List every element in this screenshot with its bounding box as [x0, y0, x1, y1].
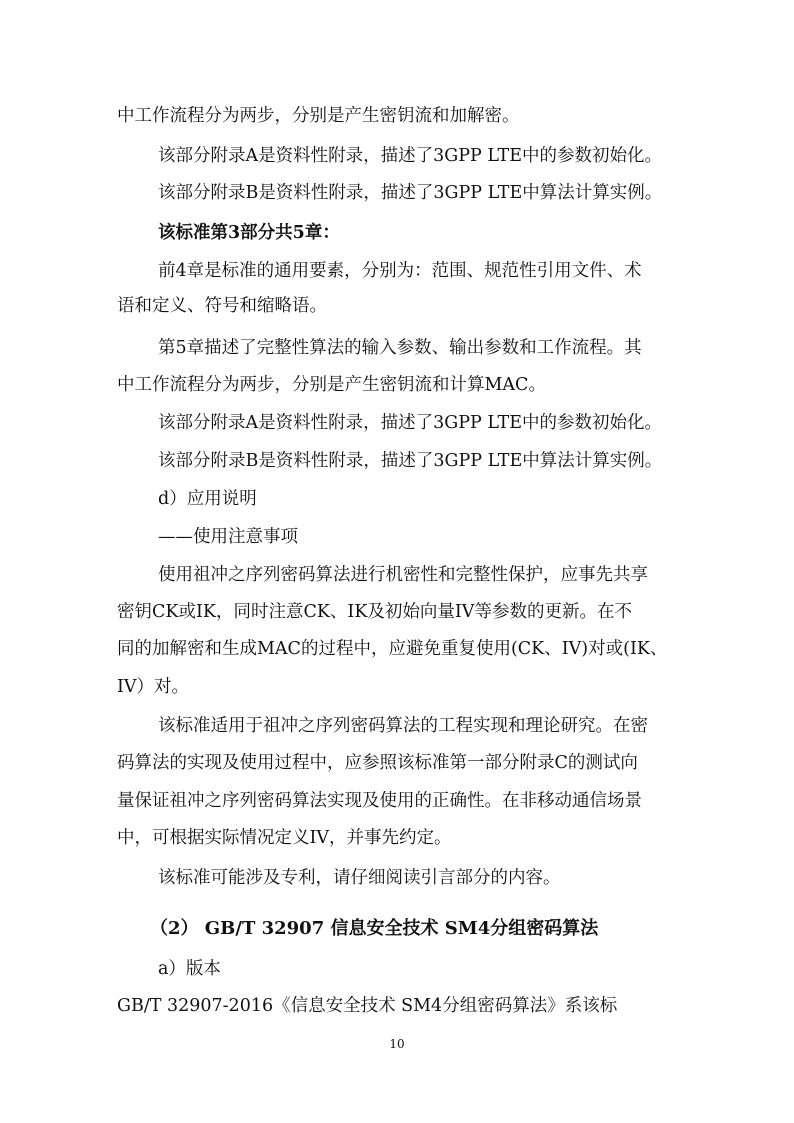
- text-line: IV）对。: [117, 677, 190, 697]
- text-line: 第5章描述了完整性算法的输入参数、输出参数和工作流程。其: [158, 338, 642, 358]
- subsection-heading: a）版本: [158, 959, 221, 979]
- section-heading: 该标准第3部分共5章：: [158, 223, 340, 243]
- text-line: 中工作流程分为两步，分别是产生密钥流和加解密。: [117, 106, 520, 126]
- text-line: 该标准适用于祖冲之序列密码算法的工程实现和理论研究。在密: [158, 716, 648, 736]
- page-number: 10: [389, 1037, 405, 1051]
- text-line: 语和定义、符号和缩略语。: [117, 296, 327, 316]
- text-line: 量保证祖冲之序列密码算法实现及使用的正确性。在非移动通信场景: [117, 791, 642, 811]
- text-line: 该部分附录A是资料性附录，描述了3GPP LTE中的参数初始化。: [158, 146, 663, 166]
- text-line: 密钥CK或IK，同时注意CK、IK及初始向量IV等参数的更新。在不: [117, 602, 632, 622]
- text-line: 该部分附录A是资料性附录，描述了3GPP LTE中的参数初始化。: [158, 413, 663, 433]
- text-line: ——使用注意事项: [158, 527, 298, 547]
- text-line: 该部分附录B是资料性附录，描述了3GPP LTE中算法计算实例。: [158, 451, 663, 471]
- text-line: 中工作流程分为两步，分别是产生密钥流和计算MAC。: [117, 375, 546, 395]
- subsection-heading: d）应用说明: [158, 489, 257, 509]
- text-line: 使用祖冲之序列密码算法进行机密性和完整性保护，应事先共享: [158, 565, 648, 585]
- text-line: GB/T 32907-2016《信息安全技术 SM4分组密码算法》系该标: [117, 996, 618, 1016]
- text-line: 该标准可能涉及专利，请仔细阅读引言部分的内容。: [158, 868, 561, 888]
- text-line: 同的加解密和生成MAC的过程中，应避免重复使用(CK、IV)对或(IK、: [117, 639, 668, 659]
- standard-heading: （2） GB/T 32907 信息安全技术 SM4分组密码算法: [150, 918, 599, 939]
- text-line: 码算法的实现及使用过程中，应参照该标准第一部分附录C的测试向: [117, 753, 638, 773]
- text-line: 中，可根据实际情况定义IV，并事先约定。: [117, 828, 452, 848]
- text-line: 该部分附录B是资料性附录，描述了3GPP LTE中算法计算实例。: [158, 183, 663, 203]
- text-line: 前4章是标准的通用要素，分别为：范围、规范性引用文件、术: [158, 261, 642, 281]
